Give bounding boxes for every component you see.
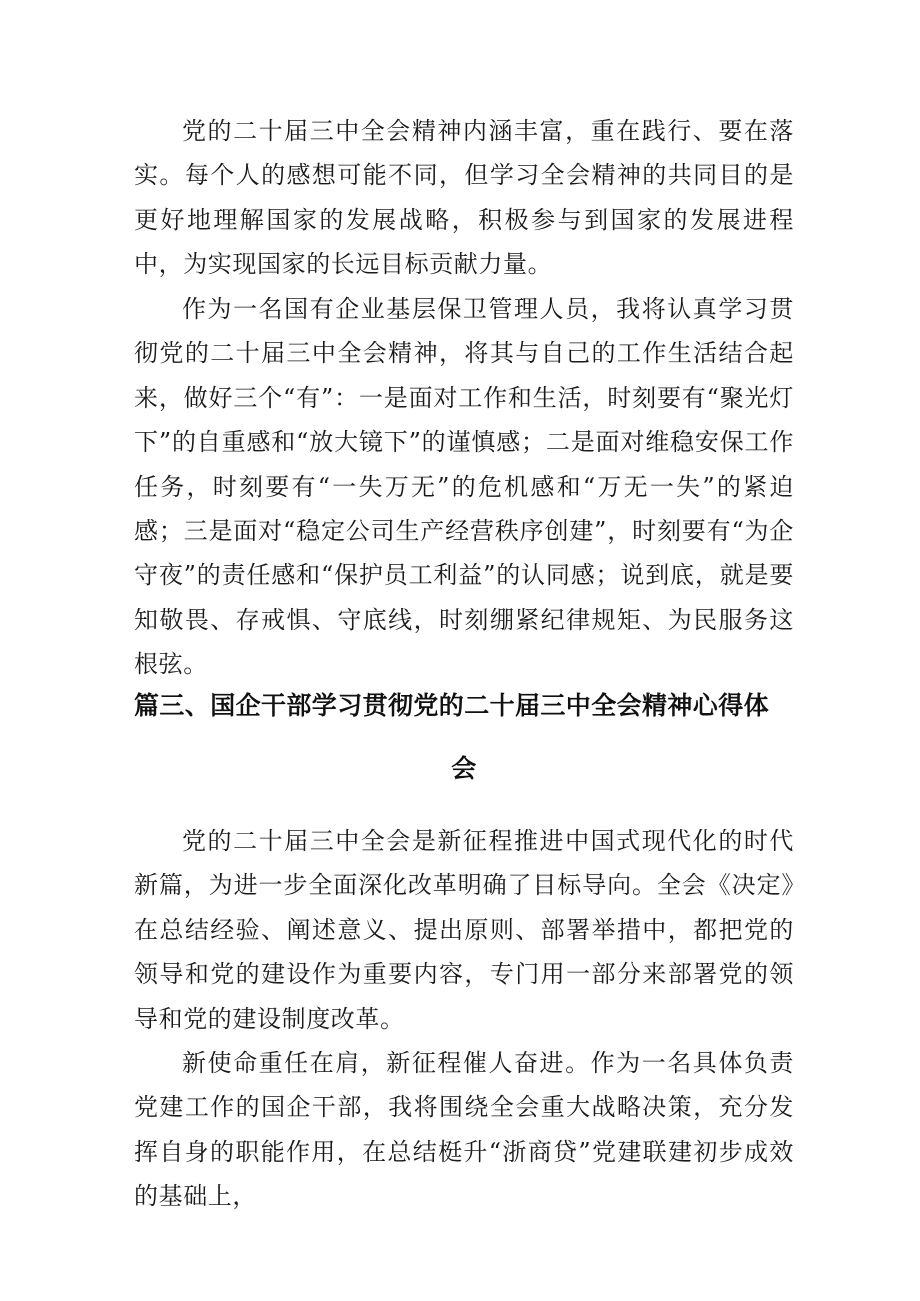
- paragraph-2: 作为一名国有企业基层保卫管理人员，我将认真学习贯彻党的二十届三中全会精神，将其与自己的工作生活结合起来，做好三个“有”：一是面对工作和生活，时刻要有“聚光灯下”的自重感和“放大镜下”的谨慎感；二是面对维稳安保工作任务，时刻要有“一失万无”的危机感和“万无一失”的紧迫感；三是面对“稳定公司生产经营秩序创建”，时刻要有“为企守夜”的责任感和“保护员工利益”的认同感；说到底，就是要知敬畏、存戒惧、守底线，时刻绷紧纪律规矩、为民服务这根弦。: [134, 295, 794, 679]
- paragraph-3: 党的二十届三中全会是新征程推进中国式现代化的时代新篇，为进一步全面深化改革明确了目标导向。全会《决定》在总结经验、阐述意义、提出原则、部署举措中，都把党的领导和党的建设作为重要内容，专门用一部分来部署党的领导和党的建设制度改革。: [134, 827, 794, 1033]
- paragraph-1: 党的二十届三中全会精神内涵丰富，重在践行、要在落实。每个人的感想可能不同，但学习全会精神的共同目的是更好地理解国家的发展战略，积极参与到国家的发展进程中，为实现国家的长远目标贡献力量。: [134, 117, 794, 279]
- section-heading-line-1: 篇三、国企干部学习贯彻党的二十届三中全会精神心得体: [134, 691, 770, 720]
- section-heading-line-2: 会: [451, 754, 477, 783]
- paragraph-4: 新使命重任在肩，新征程催人奋进。作为一名具体负责党建工作的国企干部，我将围绕全会重大战略决策，充分发挥自身的职能作用，在总结梃升“浙商贷”党建联建初步成效的基础上，: [134, 1049, 794, 1211]
